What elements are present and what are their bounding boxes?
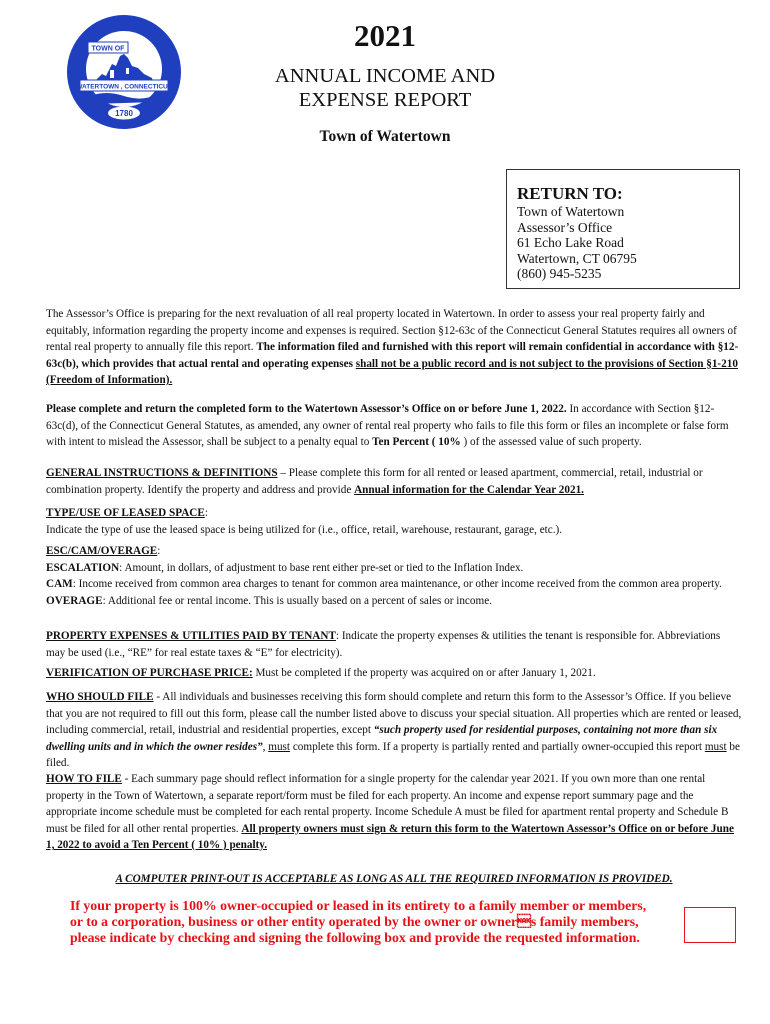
return-to-heading: RETURN TO: [517,184,623,203]
general-instructions [46,465,742,498]
penalty-text-end: ) of the assessed value of such property. [463,436,642,448]
return-to-line: Town of Watertown [517,204,625,219]
svg-text:1780: 1780 [115,109,133,118]
property-expenses-section [46,628,742,661]
esc-cam-overage-colon: : [157,545,161,557]
escalation-label: ESCALATION [46,561,120,574]
owner-occupied-line2: or to a corporation, business or other entity operated by the owner or owners family members, [70,914,639,929]
return-to-box [506,169,740,289]
freedom-of-information-statement: shall not be a public record and is not subject to the provisions of Section §1-210 (Freedom of Information). [46,357,738,386]
confidentiality-statement: The information filed and furnished with this report will remain confidential in accordance with §12-63c(b), which provides that actual rental and operating expenses [46,341,739,370]
return-to-phone: (860) 945-5235 [517,266,602,281]
cam-label: CAM [46,578,73,590]
deadline-statement: Please complete and return the completed form to the Watertown Assessor’s Office on or before June 1, 2022. [46,403,567,415]
type-use-text: Indicate the type of use the leased space is being utilized for (i.e., office, retail, warehouse, restaurant, garage, etc.). [46,523,563,536]
computer-printout-note: A COMPUTER PRINT-OUT IS ACCEPTABLE AS LONG AS ALL THE REQUIRED INFORMATION IS PROVIDED. [115,873,673,885]
verification-section [46,665,742,682]
calendar-year-emphasis: Annual information for the Calendar Year 2021. [354,483,584,496]
how-to-file-heading: HOW TO FILE [46,773,122,785]
return-to-line: 61 Echo Lake Road [517,235,624,250]
report-title-line1: ANNUAL INCOME AND [274,65,496,87]
how-to-file-text: - Each summary page should reflect information for a single property for the calendar year 2021. If you own more than one rental property in the Town of Watertown, a separate report/form must be filed for each property. An income and expense report summary page and the appropriate income schedule must be completed for each rental property. Income Schedule A must be filed for apartment rental property and Schedule B must be filed for all other rental properties. [46,773,729,835]
return-to-line: Assessor’s Office [517,219,613,235]
type-use-colon: : [204,507,208,519]
owner-occupied-line1: If your property is 100% owner-occupied or leased in its entirety to a family member or members, [70,898,647,913]
who-should-file-text: - All individuals and businesses receiving this form should complete and return this form to the Assessor’s Office. If you believe that you are not required to fill out this form, please call the number listed above to discuss your special situation. All properties which are rented or leased, including commercial, retail, industrial and residential properties, except [46,691,742,736]
penalty-text: In accordance with Section §12-63c(d), of the Connecticut General Statutes, as amended, any owner of rental real property who fails to file this form or files an incomplete or false form with intent to mislead the Assessor, shall be subject to a penalty equal to [46,403,729,448]
type-use-heading: TYPE/USE OF LEASED SPACE [46,507,205,519]
general-instructions-text: – Please complete this form for all rented or leased apartment, commercial, retail, industrial or combination property. Identify the property and address and provide [46,467,703,496]
property-expenses-text: : Indicate the property expenses & utilities the tenant is responsible for. Abbreviations may be used (i.e., “RE” for real estate taxes & “E” for electricity). [46,630,721,659]
verification-text: Must be completed if the property was acquired on or after January 1, 2021. [252,667,596,679]
esc-cam-overage-section [46,543,742,609]
who-should-file-heading: WHO SHOULD FILE [46,691,154,703]
escalation-text: : Amount, in dollars, of adjustment to base rent either pre-set or tied to the Inflation Index. [119,561,524,574]
deadline-paragraph [46,401,742,451]
esc-cam-overage-heading: ESC/CAM/OVERAGE [46,545,158,557]
sign-and-return-statement: All property owners must sign & return this form to the Watertown Assessor’s Office on or before June 1, 2022 to avoid a Ten Percent ( 10% ) penalty. [46,822,734,851]
how-to-file-section [46,771,742,854]
owner-occupied-line3: please indicate by checking and signing the following box and provide the requested information. [70,930,640,945]
svg-text:WATERTOWN , CONNECTICUT: WATERTOWN , CONNECTICUT [76,83,172,91]
cam-text: : Income received from common area charges to tenant for common area maintenance, or other income received from the common area property. [72,578,722,590]
property-expenses-heading: PROPERTY EXPENSES & UTILITIES PAID BY TENANT [46,630,336,642]
overage-text: : Additional fee or rental income. This is usually based on a percent of sales or income. [102,594,492,607]
intro-text: The Assessor’s Office is preparing for the next revaluation of all real property located in Watertown. In order to assess your real property fairly and equitably, information regarding the property income and expenses is required. Section §12-63c of the Connecticut General Statutes requires all owners of rental real property to annually file this report. [46,308,737,353]
report-year: 2021 [354,18,416,53]
owner-occupied-note [70,898,682,946]
return-to-line: Watertown, CT 06795 [517,250,637,266]
residential-exception-quote: “such property used for residential purposes, containing not more than six dwelling units and in which the owner resides” [46,724,718,753]
report-title-line2: EXPENSE REPORT [298,89,472,111]
general-instructions-heading: GENERAL INSTRUCTIONS & DEFINITIONS [46,467,278,479]
town-name: Town of Watertown [319,128,451,145]
overage-label: OVERAGE [46,594,103,607]
must-emphasis: must [268,740,291,753]
who-should-file-section [46,689,742,772]
report-title [0,64,770,112]
intro-paragraph [46,306,742,389]
owner-occupied-checkbox[interactable] [684,907,736,943]
type-use-section [46,505,742,538]
penalty-percent: Ten Percent ( 10% [372,436,464,448]
must-emphasis: must [704,740,727,753]
who-should-file-comma: , [262,740,269,753]
svg-text:TOWN OF: TOWN OF [91,45,125,53]
who-should-file-text-2: complete this form. If a property is partially rented and partially owner-occupied this report [290,740,705,753]
verification-heading: VERIFICATION OF PURCHASE PRICE: [46,667,253,679]
who-should-file-text-3: be filed. [46,740,740,769]
